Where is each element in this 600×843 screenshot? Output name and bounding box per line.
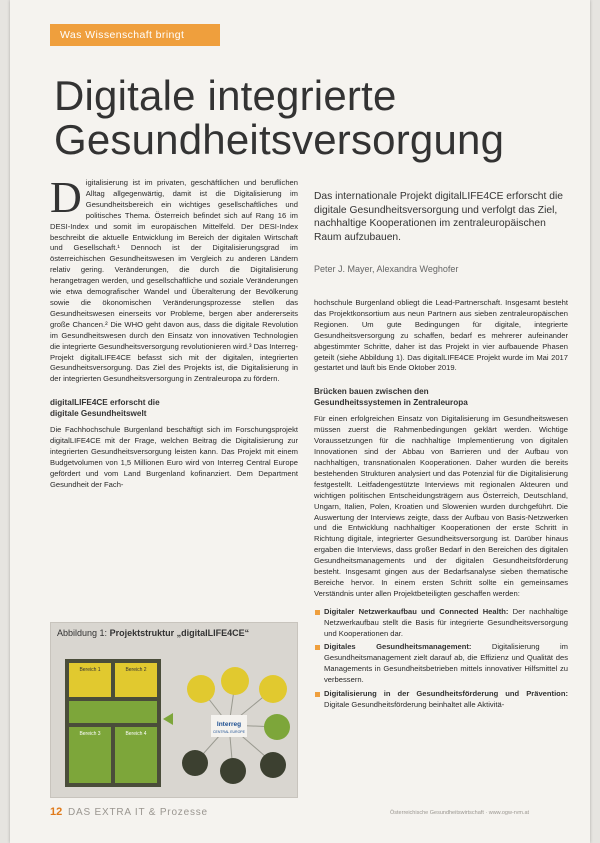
interreg-logo-text: Interreg	[216, 721, 242, 728]
lead-text: Das internationale Projekt digitalLIFE4CE erforscht die digitale Gesundheitsversorgung und verfolgt das Ziel, nachhaltige Kooperationen im zentraleuropäischen Raum aufzubauen.	[314, 191, 563, 243]
magazine-name: DAS EXTRA IT & Prozesse	[68, 807, 208, 818]
figure-caption: Abbildung 1: Projektstruktur „digitalLIFE4CE“	[57, 628, 250, 638]
arrow-icon	[163, 713, 173, 725]
partner-circle	[264, 714, 290, 740]
magazine-page	[10, 0, 590, 843]
section-tag: Was Wissenschaft bringt	[50, 24, 220, 46]
partner-circle	[187, 675, 215, 703]
box-label-1: Bereich 1	[79, 667, 101, 673]
phase-band	[69, 701, 157, 723]
list-item: Digitales Gesundheitsmanagement: Digitalisierung im Gesundheitsmanagement zielt darauf ab, die Effizienz und Qualität des Managements in Gesundheitsbetrieben mittels innovativer Hilfsmittel zu verbessern.	[314, 642, 568, 686]
authors: Peter J. Mayer, Alexandra Weghofer	[314, 264, 459, 274]
title-line-2: Gesundheitsversorgung	[54, 116, 505, 163]
topic-list	[314, 607, 568, 711]
partner-circle	[260, 752, 286, 778]
list-item: Digitaler Netzwerkaufbau und Connected Health: Der nachhaltige Netzwerkaufbau stellt die Basis für integrierte Gesundheitsversorgung und Kooperationen dar.	[314, 607, 568, 640]
figure-project-structure	[50, 622, 298, 798]
partner-circle	[220, 758, 246, 784]
dropcap: D	[50, 173, 82, 222]
interreg-logo-sub: CENTRAL EUROPE	[213, 730, 245, 734]
partner-circle	[182, 750, 208, 776]
subhead-digitallife: digitalLIFE4CE erforscht die digitale Gesundheitswelt	[50, 398, 160, 419]
partner-circle	[221, 667, 249, 695]
right-paragraph-2: Für einen erfolgreichen Einsatz von Digitalisierung im Gesundheitswesen müssen zuerst die Rahmenbedingungen geklärt werden. Wichtige Voraussetzungen für die nachhaltige Implementierung von digitalen Innovationen sind der Abbau von Barrieren und der Aufbau von nachhaltigen, transnationalen Kooperationen. Daher wurden die bereits bestehenden Strukturen analysiert und das Potenzial für die Digitalisierung festgestellt. Leitfadengestützte Interviews mit regionalen Akteuren und wichtigen politischen Entscheidungsträgern aus Österreich, Deutschland, Ungarn, Italien, Polen, Kroatien und Slowenien wurden durchgeführt. Die Auswertung der Interviews zeigte, dass der Aufbau von Basis-Netzwerken und die Entwicklung nachhaltiger Kooperationen der erste Schritt in Richtung digitale, integrierter Gesundheitsversorgung ist. Darüber hinaus ergaben die Interviews, dass großer Bedarf in den Bereichen des digitalen Gesundheitsmanagements und der digitalen Gesundheitsförderung besteht. Insgesamt gingen aus der Bedarfsanalyse sieben thematische Bereiche hervor. In einem ersten Schritt sollte ein gemeinsames Verständnis unter allen Projektbeteiligten geschaffen werden:	[314, 414, 568, 598]
list-item: Digitalisierung in der Gesundheitsförderung und Prävention: Digitale Gesundheitsförderung beinhaltet alle Aktivitä-	[314, 689, 568, 711]
box-label-3: Bereich 3	[79, 731, 101, 737]
right-column	[314, 298, 568, 714]
article-title	[54, 74, 574, 162]
partner-circle	[259, 675, 287, 703]
box-label-4: Bereich 4	[125, 731, 147, 737]
subhead-bruecken: Brücken bauen zwischen den Gesundheitssystemen in Zentraleuropa	[314, 387, 468, 408]
page-number: 12	[50, 806, 63, 818]
intro-paragraph	[50, 173, 298, 385]
intro-text: igitalisierung ist im privaten, geschäftlichen und beruflichen Alltag allgegenwärtig, damit ist die Digitalisierung im Gesundheitsbereich ein wichtiges gesellschaftliches und politisches Thema. Österreich befindet sich auf Rang 16 im DESI-Index und somit im europäischen Mittelfeld. Der DESI-Index beschreibt die aktuelle Entwicklung im Bereich der digitalen Wirtschaft und Gesellschaft.¹ Dennoch ist der Digitalisierungsgrad im österreichischen Gesundheitswesen im Vergleich zu anderen Ländern relativ gering. Veränderungen, die durch die Digitalisierung herangetragen werden, und gesellschaftliche und soziale Veränderungen wie etwa demografischer Wandel und Überalterung der Bevölkerung sowie die ökonomischen Veränderungsprozesse stellen das Gesundheitswesen einerseits vor Probleme, bergen aber andererseits große Chancen.² Die WHO geht davon aus, dass die digitale Revolution im Gesundheitswesen durch den Einsatz von innovativen Technologien die integrierte Gesundheitsversorgung revolutionieren wird.³ Das Interreg-Projekt digitalLIFE4CE befasst sich mit der digitalen, integrierten Gesundheitsversorgung. Das Ziel des Projekts ist, die Digitalisierung in der integrierten Gesundheitsversorgung in Zentraleuropa zu fördern.	[50, 178, 298, 384]
right-paragraph-1: hochschule Burgenland obliegt die Lead-Partnerschaft. Insgesamt besteht das Projektkonsortium aus neun Partnern aus sieben zentraleuropäischen Regionen. Um gute Bedingungen für digitale, integrierte Gesundheitsversorgung zu schaffen, bedarf es mehrerer aufeinander abgestimmter Schritte, daher ist das Projekt in vier aufbauende Phasen geteilt (siehe Abbildung 1). Das digitalLIFE4CE Projekt wurde im Mai 2017 gestartet und läuft bis Ende Oktober 2019.	[314, 298, 568, 373]
title-line-1: Digitale integrierte	[54, 72, 397, 119]
box-label-2: Bereich 2	[125, 667, 147, 673]
body-paragraph-2: Die Fachhochschule Burgenland beschäftigt sich im Forschungsprojekt digitalLIFE4CE mit der Frage, welchen Beitrag die Digitalisierung zur integrierten Gesundheitsversorgung leisten kann. Das Projekt mit einem Budgetvolumen von 1,5 Millionen Euro wird von Interreg Central Europe gefördert und vom Land Burgenland kofinanziert. Dem Department Gesundheit der Fach-	[50, 425, 298, 489]
footer-right: Österreichische Gesundheitswirtschaft · www.ogw-rvm.at	[390, 810, 530, 816]
left-column	[50, 173, 298, 498]
figure-diagram	[51, 623, 297, 797]
